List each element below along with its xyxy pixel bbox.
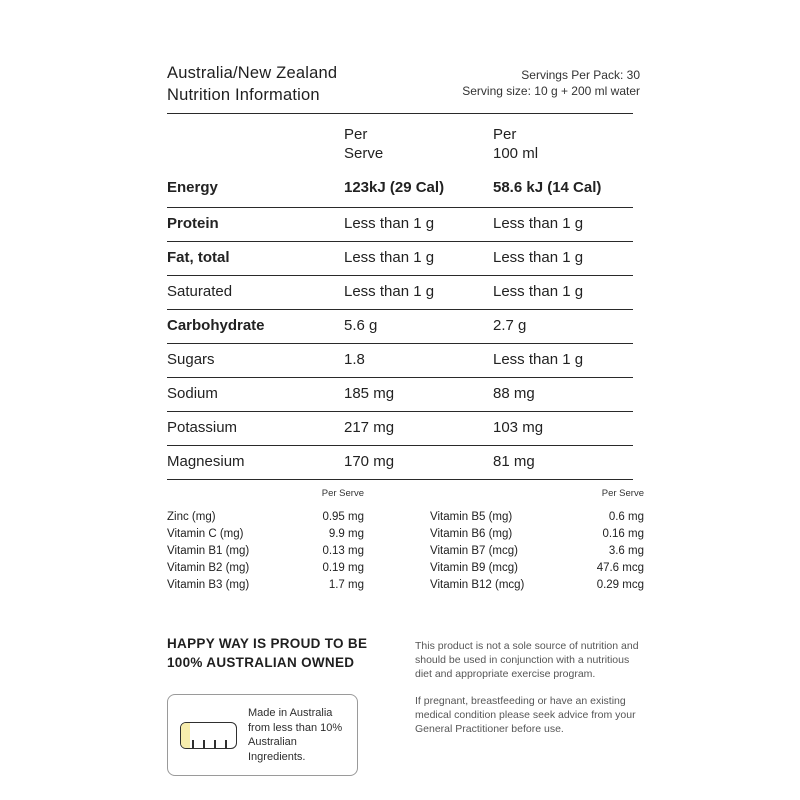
label-header [167,62,640,106]
vitamin-row-b2 [167,560,364,577]
vitamins-right-per-serve-header: Per Serve [601,488,644,499]
table-row-fat-total [167,242,633,276]
made-in-line3: Australian Ingredients. [248,736,306,763]
vitamin-value: 0.13 mg [322,545,364,557]
made-in-line1: Made in Australia [248,707,333,719]
vitamin-label: Vitamin B1 (mg) [167,545,250,557]
nutrient-column-header [167,114,344,170]
row-per-serve: 217 mg [344,419,395,436]
vitamins-right-column [430,488,644,594]
vitamin-label: Zinc (mg) [167,511,216,523]
vitamins-left-column [167,488,364,594]
vitamin-row-b5 [430,509,644,526]
vitamin-label: Vitamin B2 (mg) [167,562,250,574]
row-per-100ml: 58.6 kJ (14 Cal) [493,179,602,196]
vitamin-label: Vitamin B6 (mg) [430,528,513,540]
vitamin-row-b12 [430,577,644,594]
row-per-serve: 123kJ (29 Cal) [344,179,445,196]
vitamin-row-c [167,526,364,543]
row-per-100ml: 2.7 g [493,317,527,334]
servings-per-pack: Servings Per Pack: 30 [521,68,640,82]
vitamin-value: 0.95 mg [322,511,364,523]
per-100ml-header-line2: 100 ml [493,145,539,162]
label-title-line2: Nutrition Information [167,86,320,104]
row-per-serve: 170 mg [344,453,395,470]
row-label: Energy [167,179,218,196]
row-per-serve: Less than 1 g [344,249,435,266]
row-label: Carbohydrate [167,317,265,334]
vitamin-row-b3 [167,577,364,594]
row-label: Protein [167,215,219,232]
vitamin-row-b1 [167,543,364,560]
per-100ml-header-line1: Per [493,126,517,143]
footer-left [167,634,397,776]
row-per-serve: Less than 1 g [344,283,435,300]
vitamin-row-b7 [430,543,644,560]
vitamin-label: Vitamin B9 (mcg) [430,562,518,574]
vitamin-label: Vitamin B7 (mcg) [430,545,518,557]
made-in-australia-badge [167,694,358,776]
ownership-heading-line1: HAPPY WAY IS PROUD TO BE [167,636,368,651]
label-title [167,62,337,106]
table-row-protein [167,208,633,242]
table-row-sugars [167,344,633,378]
row-label: Magnesium [167,453,245,470]
footer-right [415,640,644,737]
row-per-100ml: 88 mg [493,385,535,402]
table-row-energy [167,169,633,208]
vitamin-row-b9 [430,560,644,577]
row-per-serve: 5.6 g [344,317,378,334]
row-per-100ml: Less than 1 g [493,215,584,232]
disclaimer-nutrition: This product is not a sole source of nutrition and should be used in conjunction with a nutritious diet and appropriate exercise program. [415,640,639,680]
gauge-fill [181,723,190,748]
table-row-saturated [167,276,633,310]
row-per-serve: 1.8 [344,351,365,368]
vitamin-row-b6 [430,526,644,543]
per-serve-header-line2: Serve [344,145,384,162]
table-row-magnesium [167,446,633,480]
table-row-carbohydrate [167,310,633,344]
nutrition-table [167,113,633,480]
serving-info [462,62,640,99]
vitamin-value: 0.6 mg [608,511,644,523]
vitamin-value: 0.29 mcg [596,579,644,591]
vitamins-left-per-serve-header: Per Serve [321,488,364,499]
row-label: Potassium [167,419,238,436]
nutrition-table-header-row [167,114,633,170]
vitamin-value: 3.6 mg [608,545,644,557]
row-per-100ml: 103 mg [493,419,544,436]
vitamins-section [167,488,644,594]
vitamin-label: Vitamin C (mg) [167,528,244,540]
vitamin-label: Vitamin B3 (mg) [167,579,250,591]
table-row-sodium [167,378,633,412]
vitamin-value: 0.16 mg [602,528,644,540]
vitamin-value: 1.7 mg [328,579,364,591]
made-in-line2: from less than 10% [248,721,343,734]
row-per-serve: Less than 1 g [344,215,435,232]
row-label: Sodium [167,385,218,402]
per-100ml-column-header [493,114,633,170]
vitamin-value: 9.9 mg [328,528,364,540]
australian-ingredients-gauge-icon [180,722,237,749]
vitamin-label: Vitamin B5 (mg) [430,511,513,523]
row-per-100ml: Less than 1 g [493,351,584,368]
ownership-heading [167,634,397,672]
label-title-line1: Australia/New Zealand [167,64,338,82]
per-serve-header-line1: Per [344,126,368,143]
ownership-heading-line2: 100% AUSTRALIAN OWNED [167,655,355,670]
per-serve-column-header [344,114,493,170]
row-label: Saturated [167,283,233,300]
made-in-australia-text [248,706,345,764]
vitamin-label: Vitamin B12 (mcg) [430,579,525,591]
vitamin-value: 47.6 mcg [596,562,644,574]
vitamin-row-zinc [167,509,364,526]
disclaimer-pregnancy: If pregnant, breastfeeding or have an existing medical condition please seek advice from your General Practitioner before use. [415,695,636,735]
row-per-100ml: 81 mg [493,453,535,470]
vitamin-value: 0.19 mg [322,562,364,574]
row-per-100ml: Less than 1 g [493,249,584,266]
row-per-100ml: Less than 1 g [493,283,584,300]
table-row-potassium [167,412,633,446]
row-label: Sugars [167,351,215,368]
row-label: Fat, total [167,249,230,266]
row-per-serve: 185 mg [344,385,395,402]
serving-size: Serving size: 10 g + 200 ml water [462,83,640,98]
